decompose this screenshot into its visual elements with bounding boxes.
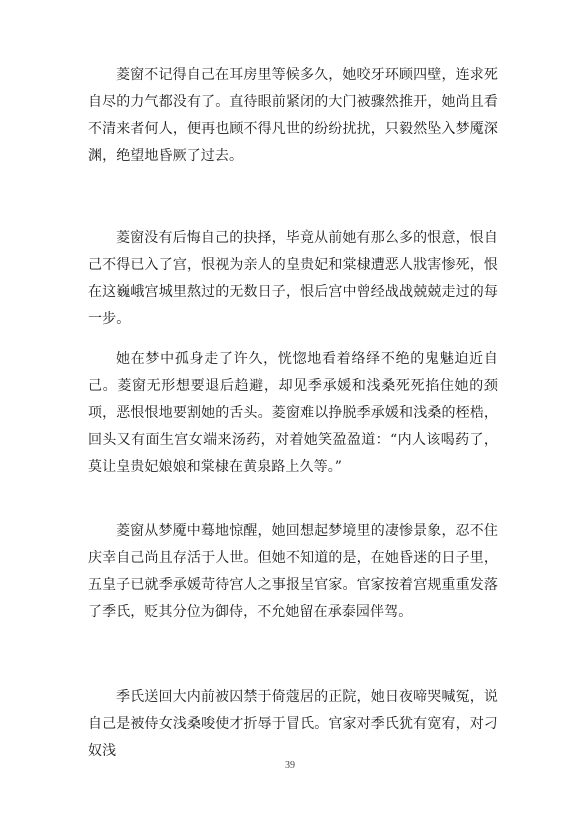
paragraph-4: 菱窗从梦魇中蓦地惊醒，她回想起梦境里的凄惨景象，忍不住庆幸自己尚且存活于人世。但她不知道的是，在她昏迷的日子里，五皇子已就季承媛苛待宫人之事报呈官家。官家按着宫规重重发落了季氏，贬其分位为御侍，不允她留在承泰园伴驾。 [88,523,498,620]
paragraph-5: 季氏送回大内前被囚禁于倚蔻居的正院，她日夜啼哭喊冤，说自己是被侍女浅桑唆使才折辱于冒氏。官家对季氏犹有宽宥，对刁奴浅 [88,689,498,759]
paragraph-1: 菱窗不记得自己在耳房里等候多久，她咬牙环顾四壁，连求死自尽的力气都没有了。直待眼前紧闭的大门被骤然推开，她尚且看不清来者何人，便再也顾不得凡世的纷纷扰扰，只毅然坠入梦魇深渊，绝望地昏厥了过去。 [88,67,498,164]
paragraph-3: 她在梦中孤身走了许久，恍惚地看着络绎不绝的鬼魅迫近自己。菱窗无形想要退后趋避，却见季承媛和浅桑死死掐住她的颈项，恶恨恨地要割她的舌头。菱窗难以挣脱季承媛和浅桑的桎梏，回头又有面生宫女端来汤药，对着她笑盈盈道：“内人该喝药了，莫让皇贵妃娘娘和棠棣在黄泉路上久等。” [88,351,498,475]
page-number: 39 [285,760,295,771]
paragraph-2: 菱窗没有后悔自己的抉择，毕竟从前她有那么多的恨意，恨自己不得已入了宫，恨视为亲人的皇贵妃和棠棣遭恶人戕害惨死，恨在这巍峨宫城里熬过的无数日子，恨后宫中曾经战战兢兢走过的每一步。 [88,230,498,327]
